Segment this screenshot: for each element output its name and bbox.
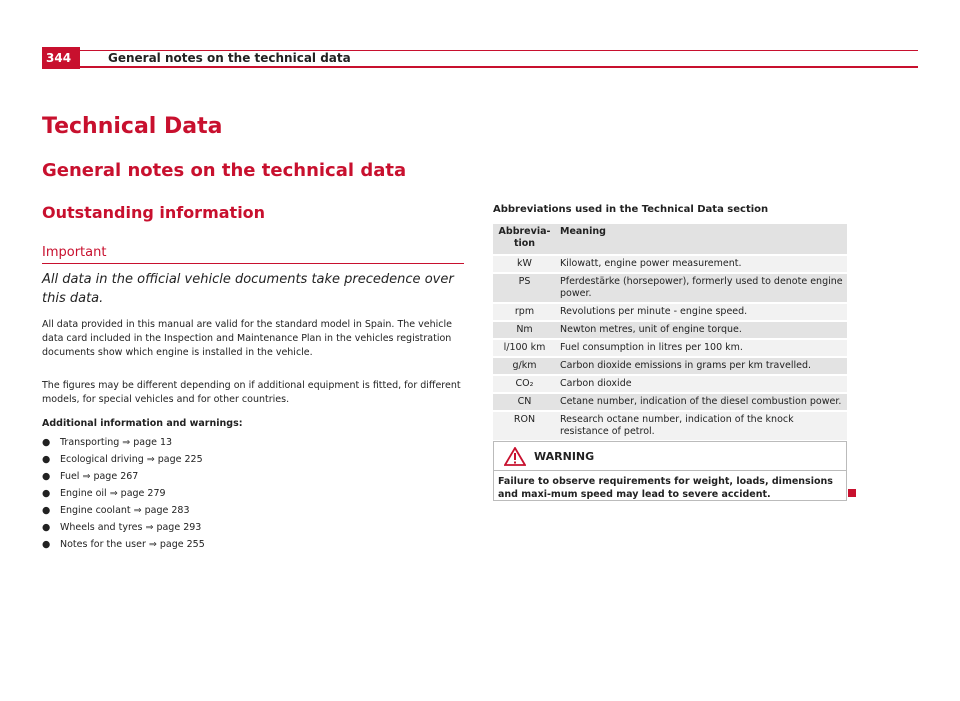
meaning-cell: Carbon dioxide emissions in grams per km travelled. [556, 358, 847, 374]
list-item-label: Engine oil ⇒ page 279 [60, 488, 166, 499]
table-row [493, 304, 847, 320]
bullet-icon: ● [42, 539, 51, 550]
abbreviations-title: Abbreviations used in the Technical Data section [493, 204, 769, 215]
list-item[interactable] [42, 434, 205, 451]
column-header-meaning: Meaning [556, 224, 847, 254]
paragraph-validity: All data provided in this manual are valid for the standard model in Spain. The vehicle data card included in the Inspection and Maintenance Plan in the vehicles registration documents show which engine is installed in the vehicle. [42, 319, 452, 358]
page-number: 344 [42, 47, 80, 69]
paragraph-additional-info: Additional information and warnings: [42, 418, 243, 429]
header-rule [80, 66, 918, 68]
bullet-icon: ● [42, 505, 51, 516]
table-row [493, 358, 847, 374]
section-end-marker [848, 489, 856, 497]
list-item[interactable] [42, 451, 205, 468]
important-heading: Important [42, 245, 107, 260]
list-item[interactable] [42, 519, 205, 536]
warning-title: WARNING [534, 450, 595, 463]
abbreviation-cell: RON [493, 412, 556, 440]
table-row [493, 274, 847, 302]
abbreviation-cell: CN [493, 394, 556, 410]
warning-triangle-icon [504, 447, 526, 470]
bullet-icon: ● [42, 437, 51, 448]
paragraph-figures: The figures may be different depending on if additional equipment is fitted, for different models, for special vehicles and for other countries. [42, 380, 461, 405]
subsection-title: Outstanding information [42, 203, 266, 222]
meaning-cell: Newton metres, unit of engine torque. [556, 322, 847, 338]
list-item[interactable] [42, 502, 205, 519]
bullet-icon: ● [42, 488, 51, 499]
meaning-cell: Cetane number, indication of the diesel combustion power. [556, 394, 847, 410]
meaning-cell: Pferdestärke (horsepower), formerly used to denote engine power. [556, 274, 847, 302]
list-item[interactable] [42, 468, 205, 485]
chapter-title: Technical Data [42, 114, 223, 139]
list-item[interactable] [42, 485, 205, 502]
bullet-icon: ● [42, 471, 51, 482]
list-item-label: Transporting ⇒ page 13 [60, 437, 173, 448]
list-item-label: Notes for the user ⇒ page 255 [60, 539, 205, 550]
important-rule [42, 263, 464, 264]
list-item[interactable] [42, 536, 205, 553]
abbreviation-cell: g/km [493, 358, 556, 374]
abbreviation-cell: l/100 km [493, 340, 556, 356]
bullet-icon: ● [42, 454, 51, 465]
list-item-label: Ecological driving ⇒ page 225 [60, 454, 203, 465]
meaning-cell: Kilowatt, engine power measurement. [556, 256, 847, 272]
table-row [493, 340, 847, 356]
warning-text: Failure to observe requirements for weight, loads, dimensions and maxi-mum speed may lead to severe accident. [498, 476, 833, 500]
abbreviation-cell: kW [493, 256, 556, 272]
meaning-cell: Revolutions per minute - engine speed. [556, 304, 847, 320]
table-row [493, 256, 847, 272]
abbreviation-cell: Nm [493, 322, 556, 338]
table-row [493, 394, 847, 410]
meaning-cell: Carbon dioxide [556, 376, 847, 392]
table-header-row [493, 224, 847, 254]
abbreviation-cell: CO₂ [493, 376, 556, 392]
meaning-cell: Research octane number, indication of the knock resistance of petrol. [556, 412, 847, 440]
bullet-icon: ● [42, 522, 51, 533]
list-item-label: Wheels and tyres ⇒ page 293 [60, 522, 202, 533]
abbreviation-cell: PS [493, 274, 556, 302]
column-header-abbreviation: Abbrevia-tion [493, 224, 556, 254]
table-row [493, 322, 847, 338]
section-title: General notes on the technical data [42, 160, 407, 181]
meaning-cell: Fuel consumption in litres per 100 km. [556, 340, 847, 356]
abbreviation-cell: rpm [493, 304, 556, 320]
warning-header [494, 442, 846, 471]
warning-box [493, 441, 847, 501]
cross-reference-list [42, 434, 205, 553]
table-row [493, 412, 847, 440]
table-row [493, 376, 847, 392]
list-item-label: Engine coolant ⇒ page 283 [60, 505, 190, 516]
running-header-title: General notes on the technical data [108, 51, 351, 65]
list-item-label: Fuel ⇒ page 267 [60, 471, 139, 482]
important-lead-text: All data in the official vehicle documents take precedence over this data. [42, 272, 454, 306]
abbreviations-table [493, 222, 847, 442]
